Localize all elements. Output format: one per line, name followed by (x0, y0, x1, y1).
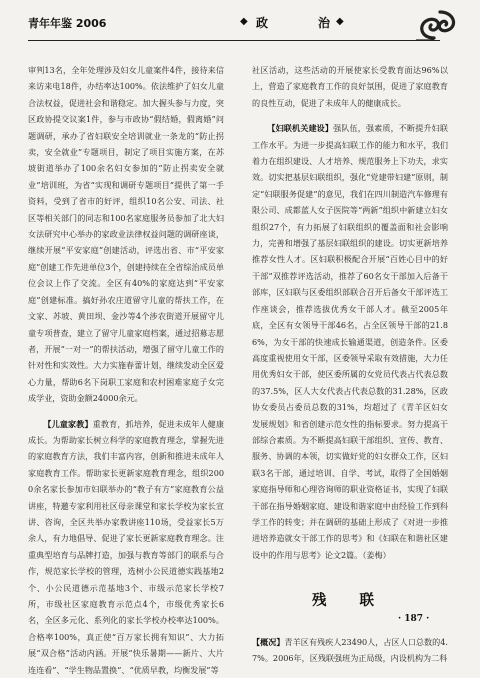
diamond-icon: ◆ (336, 16, 344, 27)
section-title-char: 治 (318, 16, 331, 30)
paragraph-text: 青羊区有残疾人23490人，占区人口总数的4.7%。2006年，区残联强班为正局级，内设机构为二科 (252, 636, 448, 663)
header-rule (28, 40, 440, 41)
paragraph (28, 416, 224, 678)
page-number: · 187 · (398, 614, 430, 624)
section-title-char: 政 (256, 16, 269, 30)
yearbook-title: 青年年鉴 2006 (28, 17, 107, 30)
swirl-logo-icon (414, 8, 460, 42)
paragraph-text: 重教育，抓培养，促进未成年人健康成长。为帮助家长树立科学的家庭教育理念，掌握先进的家庭教育方法，我们丰富内容，创新和推进未成年人家庭教育工作。帮助家长更新家庭教育理念，组织2000余名家长参加市妇联举办的“教子有方”家庭教育公益讲座，特邀专家利用社区母亲课堂和家长学校为家长宣讲、咨询，全区共举办家教讲座110场，受益家长5万余人，有力地倡导、促进了家长更新家庭教育理念。注重典型培育与品牌打造，加强与教育等部门的联系与合作，规范家长学校的管理，选树小公民道德实践基地2个、小公民道德示范基地3个、市级示范家长学校7所，市级社区家庭教育示范点4个，市级优秀家长6名，全区多元化、系列化的家长学校办校率达100%。合格率100%，真正使“百万家长拥有知识”、大力拓展“双合格”活动内涵。开展“快乐暑期——新片、大片连连看”、“学生物品置换”、“优质早教，均衡发展”等 (28, 418, 224, 675)
paragraph: 审判13名，全年处理涉及妇女儿童案件4件，接待来信来访来电18件，办结率达100%。依法维护了妇女儿童合法权益，促进社会和谐稳定。加大握头参与力度，突区政协提交议案1件，参与市政协“假结婚，假离婚”问题调研，承办了省妇联安全培训就业一条龙的“防止拐卖，安全就业”专题项目，制定了项目实施方案，在苏坡街道举办了100余名妇女参加的“防止拐卖安全就业”培训班，为省“实现和调研专题项目”提供了第一手资料，受到了省市的好评，组织10名公安、司法、社区等相关部门的同志和100名家庭服务员参加了北大妇女法研究中心举办的家政业法律权益问题的调研座谈，继续开展“平安家庭”创建活动，评选出省、市“平安家庭”创建工作先进单位3个，创建持续在全省综治成员单位会议上作了交流。全区有40%的家庭达到“平安家庭”创建标准。搞好孙农庄道留守儿童的帮扶工作，在文家、苏坡、黄田坝、金沙等4个涉农街道开展留守儿童专项普查，建立了留守儿童家庭档案，通过招募志愿者，开展“一对一”的帮扶活动，增强了留守儿童工作的针对性和实效性。大力实施春蕾计划，继续发动全区爱心力量，帮助6名下岗职工家庭和农村困难家庭子女完成学业，资助金额24000余元。 (28, 65, 224, 404)
diamond-icon: ◆ (240, 16, 248, 27)
running-header (28, 8, 466, 38)
paragraph (252, 634, 448, 667)
paragraph: 社区活动，这些活动的开展使家长受教育面达96%以上，营造了家庭教育工作的良好氛围，促进了家庭教育的良性互动，促进了未成年人的健康成长。 (252, 65, 448, 108)
paragraph-text: 强队伍，强素质，不断提升妇联工作水平。为进一步提高妇联工作的能力和水平，我们着力在组织建设、人才培养、规范服务上下功夫，求实效。切实把基层妇联组织，强化“党建带妇建”原则，制定“妇联服务促建”的意见，我们在四川制造汽车修理有限公司、成都蓝人女子医院等“两新”组织中新建立妇女组织27个，有力拓展了妇联组织的覆盖面和社会影响力，完善和增强了基层妇联组织的建设。切实更新培养推荐女性人才。区妇联积极配合开展“百姓心目中的好干部”双推荐评选活动，推荐了60名女干部加入后备干部库，区妇联与区委组织部联合召开后备女干部评选工作座谈会，推荐选拔优秀女干部人才。截至2005年底，全区有女领导干部46名，占全区领导干部的21.86%，为女干部的快速成长输通渠道，创造条件。区委高度重视使用女干部，区委领导采取有效措施，大力任用优秀妇女干部，使区委所属的女党员代表占代表总数的37.5%，区人大女代表占代表总数的31.28%，区政协女委员占委员总数的31%，均超过了《青羊区妇女发展规划》和省创建示范女性的指标要求。努力提高干部综合素质。为不断提高妇联干部组织、宣传、教育、服务、协调的本领，切实做好党的妇女群众工作，区妇联3名干部，通过培训、自学、考试，取得了全国婚姻家庭指导师和心理咨询师的职业资格证书，实现了妇联干部在指导婚姻家庭、建设和谐家庭中由经验工作到科学工作的转变；并在调研的基础上形成了《对进一步推进培养造就女干部工作的思考》和《妇联在和谐社区建设中的作用与思考》论文2篇。（姜梅） (252, 123, 448, 560)
right-column (252, 62, 448, 666)
left-column (28, 62, 224, 678)
section-tag: 【儿童家教】 (43, 418, 93, 429)
section-tag: 【妇联机关建设】 (267, 123, 334, 134)
chapter-title: 残 联 (311, 593, 389, 610)
section-tag: 【概况】 (252, 636, 285, 647)
paragraph (252, 120, 448, 563)
